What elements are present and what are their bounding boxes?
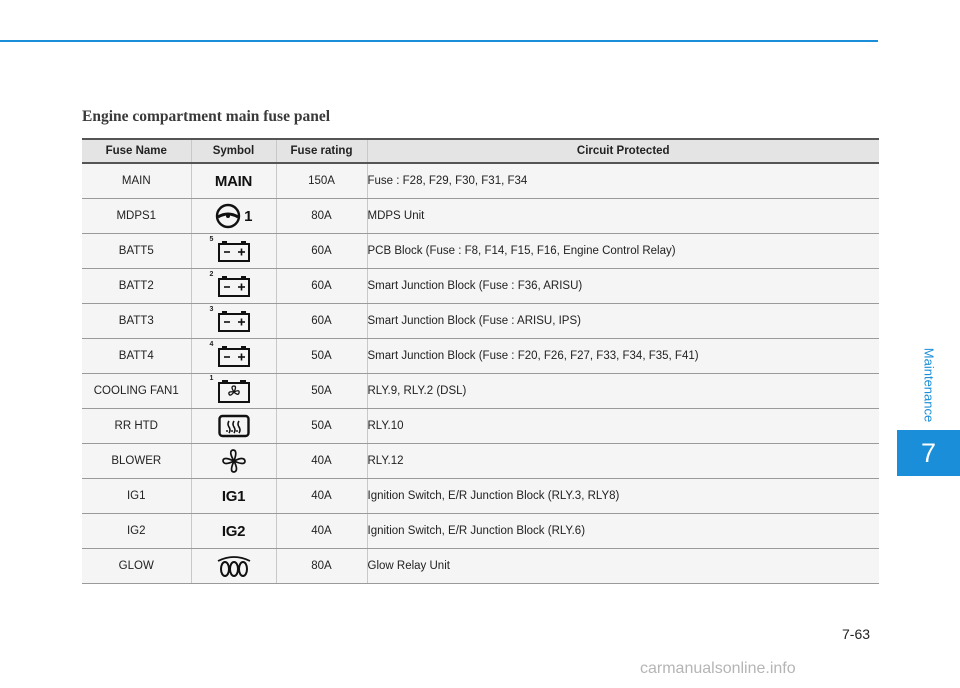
circuit-protected: Glow Relay Unit [367,549,879,584]
battery-icon [209,306,250,332]
circuit-protected: RLY.12 [367,444,879,479]
steering-wheel-icon [215,203,241,229]
fuse-name: IG1 [82,479,191,514]
table-row [82,374,879,409]
fuse-rating: 50A [276,409,367,444]
fuse-rating: 60A [276,234,367,269]
fuse-symbol [191,374,276,409]
fuse-rating: 50A [276,339,367,374]
top-rule [0,40,878,42]
fuse-symbol [191,339,276,374]
circuit-protected: RLY.10 [367,409,879,444]
fuse-name: MAIN [82,163,191,199]
fuse-name: BATT2 [82,269,191,304]
circuit-protected: Ignition Switch, E/R Junction Block (RLY.3, RLY8) [367,479,879,514]
table-row [82,269,879,304]
table-row [82,234,879,269]
header-circuit-protected: Circuit Protected [367,139,879,163]
fuse-rating: 60A [276,304,367,339]
table-row [82,479,879,514]
page-number: 7-63 [842,626,871,642]
symbol-superscript: 2 [209,271,214,278]
fuse-rating: 80A [276,549,367,584]
fuse-symbol [191,234,276,269]
mdps-symbol-number: 1 [244,207,253,225]
fuse-symbol [191,549,276,584]
circuit-protected: Smart Junction Block (Fuse : ARISU, IPS) [367,304,879,339]
circuit-protected: PCB Block (Fuse : F8, F14, F15, F16, Engine Control Relay) [367,234,879,269]
fuse-name: RR HTD [82,409,191,444]
circuit-protected: Smart Junction Block (Fuse : F36, ARISU) [367,269,879,304]
circuit-protected: Ignition Switch, E/R Junction Block (RLY.6) [367,514,879,549]
circuit-protected: RLY.9, RLY.2 (DSL) [367,374,879,409]
table-row [82,549,879,584]
header-fuse-name: Fuse Name [82,139,191,163]
fuse-symbol [191,304,276,339]
circuit-protected: Fuse : F28, F29, F30, F31, F34 [367,163,879,199]
fuse-rating: 40A [276,514,367,549]
fuse-name: COOLING FAN1 [82,374,191,409]
table-header-row [82,139,879,163]
fuse-symbol [191,514,276,549]
symbol-superscript: 3 [209,306,214,313]
fuse-table [82,138,879,584]
fuse-name: BATT3 [82,304,191,339]
symbol-superscript: 5 [209,236,214,243]
fuse-symbol [191,444,276,479]
symbol-superscript: 4 [209,341,214,348]
fuse-name: BATT5 [82,234,191,269]
fuse-symbol [191,163,276,199]
side-section-label-text: Maintenance [921,347,937,423]
table-row [82,304,879,339]
fuse-symbol [191,409,276,444]
table-row [82,163,879,199]
fuse-rating: 40A [276,444,367,479]
symbol-superscript: 1 [209,375,214,382]
fuse-rating: 50A [276,374,367,409]
watermark: carmanualsonline.info [640,660,796,677]
fuse-name: BLOWER [82,444,191,479]
fuse-symbol [191,199,276,234]
table-row [82,339,879,374]
ig1-symbol-text: IG1 [221,487,246,505]
table-row [82,444,879,479]
fuse-rating: 60A [276,269,367,304]
fuse-name: GLOW [82,549,191,584]
header-fuse-rating: Fuse rating [276,139,367,163]
battery-icon [209,271,250,297]
fuse-name: BATT4 [82,339,191,374]
cooling-fan-icon [209,375,250,403]
fuse-rating: 40A [276,479,367,514]
fuse-name: IG2 [82,514,191,549]
table-row [82,514,879,549]
table-row [82,409,879,444]
battery-icon [209,341,250,367]
circuit-protected: Smart Junction Block (Fuse : F20, F26, F27, F33, F34, F35, F41) [367,339,879,374]
fuse-symbol [191,269,276,304]
table-row [82,199,879,234]
fuse-rating: 80A [276,199,367,234]
battery-icon [209,236,250,262]
section-title: Engine compartment main fuse panel [82,108,330,125]
fuse-name: MDPS1 [82,199,191,234]
chapter-tab: 7 [897,430,960,476]
fuse-rating: 150A [276,163,367,199]
header-symbol: Symbol [191,139,276,163]
fuse-symbol [191,479,276,514]
main-symbol-text: MAIN [214,172,253,190]
circuit-protected: MDPS Unit [367,199,879,234]
blower-fan-icon [220,447,248,475]
rear-defrost-icon [218,414,250,438]
glow-plug-icon [216,554,252,578]
ig2-symbol-text: IG2 [221,522,246,540]
